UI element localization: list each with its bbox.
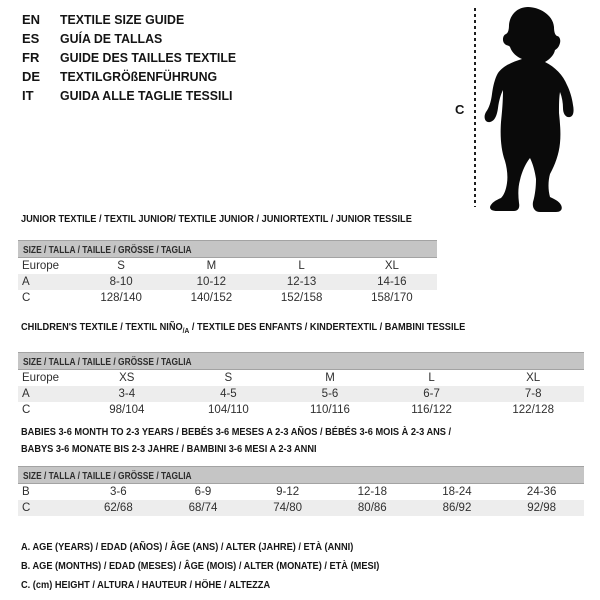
note-age-years: A. AGE (YEARS) / EDAD (AÑOS) / ÂGE (ANS) / ALTER (JAHRE) / ETÀ (ANNI) xyxy=(21,541,354,553)
height-cell: 128/140 xyxy=(100,292,142,304)
childrens-size-grid xyxy=(18,370,584,418)
height-cell: 122/128 xyxy=(512,404,554,417)
row-label: C xyxy=(22,404,31,417)
height-cell: 74/80 xyxy=(245,500,330,516)
childrens-textile-table xyxy=(18,321,584,418)
table-row xyxy=(18,484,584,500)
row-label: B xyxy=(22,486,30,498)
table-row xyxy=(18,500,584,516)
language-row-es xyxy=(22,29,245,48)
row-label: C xyxy=(22,292,31,304)
height-cell: 62/68 xyxy=(76,500,161,516)
guide-title-de: TEXTILGRÖßENFÜHRUNG xyxy=(60,69,218,84)
months-cell: 9-12 xyxy=(276,486,300,498)
size-header-bar: SIZE / TALLA / TAILLE / GRÖSSE / TAGLIA xyxy=(18,240,437,258)
junior-size-grid xyxy=(18,258,437,306)
height-cell: 80/86 xyxy=(330,500,415,516)
height-cell: 116/122 xyxy=(411,404,452,417)
age-cell: 12-13 xyxy=(257,274,347,290)
size-cell: XL xyxy=(526,372,541,385)
table-row xyxy=(18,274,437,290)
childrens-table-title: CHILDREN'S TEXTILE / TEXTIL $NIÑO_{/A}$ / TEXTILE DES ENFANTS / KINDERTEXTIL / BAMBINI TESSILE xyxy=(21,321,466,336)
age-cell: 7-8 xyxy=(482,386,584,402)
size-cell: S xyxy=(117,260,125,272)
size-cell: M xyxy=(325,372,335,385)
size-cell: L xyxy=(298,260,305,272)
height-cell: 98/104 xyxy=(109,404,145,417)
language-code: ES xyxy=(22,31,40,46)
age-cell: 5-6 xyxy=(279,386,381,402)
age-cell: 3-4 xyxy=(76,386,178,402)
babies-table-title: BABIES 3-6 MONTH TO 2-3 YEARS / BEBÉS 3-6 MESES A 2-3 AÑOS / BÉBÉS 3-6 MOIS À 2-3 ANS / BABYS 3-6 MONATE BIS 2-3 JAHRE / BAMBINI 3-6 MESI A 2-3 ANNI xyxy=(21,426,452,455)
guide-title-fr: GUIDE DES TAILLES TEXTILE xyxy=(60,50,237,65)
baby-silhouette-icon xyxy=(470,0,600,215)
row-label: Europe xyxy=(22,372,60,385)
note-age-months: B. AGE (MONTHS) / EDAD (MESES) / ÂGE (MOIS) / ALTER (MONATE) / ETÀ (MESI) xyxy=(21,560,380,572)
language-row-it xyxy=(22,86,245,105)
size-header-bar: SIZE / TALLA / TAILLE / GRÖSSE / TAGLIA xyxy=(18,352,584,370)
age-cell: 6-7 xyxy=(381,386,483,402)
age-cell: 4-5 xyxy=(178,386,280,402)
table-row xyxy=(18,290,437,306)
size-cell: S xyxy=(224,372,233,385)
months-cell: 18-24 xyxy=(442,486,472,498)
language-row-de xyxy=(22,67,245,86)
language-title-list xyxy=(22,10,245,105)
height-cell: 110/116 xyxy=(310,404,350,417)
height-cell: 92/98 xyxy=(499,500,584,516)
age-cell: 8-10 xyxy=(76,274,166,290)
junior-textile-table xyxy=(18,213,437,306)
table-row xyxy=(18,370,584,386)
height-cell: 152/158 xyxy=(280,292,323,304)
table-row xyxy=(18,402,584,418)
height-measure-label: C xyxy=(455,102,465,117)
table-row xyxy=(18,258,437,274)
babies-textile-table xyxy=(18,424,584,516)
months-cell: 6-9 xyxy=(194,486,212,498)
guide-title-es: GUÍA DE TALLAS xyxy=(60,31,163,46)
guide-title-en: TEXTILE SIZE GUIDE xyxy=(60,12,185,27)
months-cell: 12-18 xyxy=(357,486,387,498)
size-cell: XL xyxy=(384,260,399,272)
row-label: A xyxy=(18,386,76,402)
height-cell: 68/74 xyxy=(161,500,246,516)
row-label: A xyxy=(18,274,76,290)
row-label: C xyxy=(18,500,76,516)
language-row-en xyxy=(22,10,245,29)
age-cell: 10-12 xyxy=(166,274,256,290)
months-cell: 3-6 xyxy=(110,486,127,498)
language-code: IT xyxy=(22,88,34,103)
title-subscript: /A xyxy=(182,326,190,336)
guide-title-it: GUIDA ALLE TAGLIE TESSILI xyxy=(60,88,233,103)
size-cell: L xyxy=(428,372,435,385)
row-label: Europe xyxy=(22,260,60,272)
height-cell: 104/110 xyxy=(208,404,249,417)
size-header-bar: SIZE / TALLA / TAILLE / GRÖSSE / TAGLIA xyxy=(18,466,584,484)
babies-size-grid xyxy=(18,484,584,516)
height-cell: 86/92 xyxy=(415,500,500,516)
height-cell: 140/152 xyxy=(190,292,233,304)
language-code: DE xyxy=(22,69,41,84)
size-cell: M xyxy=(206,260,217,272)
size-cell: XS xyxy=(119,372,135,385)
table-row xyxy=(18,386,584,402)
months-cell: 24-36 xyxy=(526,486,557,498)
legend-notes xyxy=(21,538,428,595)
height-cell: 158/170 xyxy=(371,292,413,304)
age-cell: 14-16 xyxy=(347,274,437,290)
note-height-cm: C. (cm) HEIGHT / ALTURA / HAUTEUR / HÖHE / ALTEZZA xyxy=(21,579,271,591)
language-code: EN xyxy=(22,12,41,27)
language-row-fr xyxy=(22,48,245,67)
junior-table-title: JUNIOR TEXTILE / TEXTIL JUNIOR/ TEXTILE JUNIOR / JUNIORTEXTIL / JUNIOR TESSILE xyxy=(21,213,412,225)
language-code: FR xyxy=(22,50,40,65)
